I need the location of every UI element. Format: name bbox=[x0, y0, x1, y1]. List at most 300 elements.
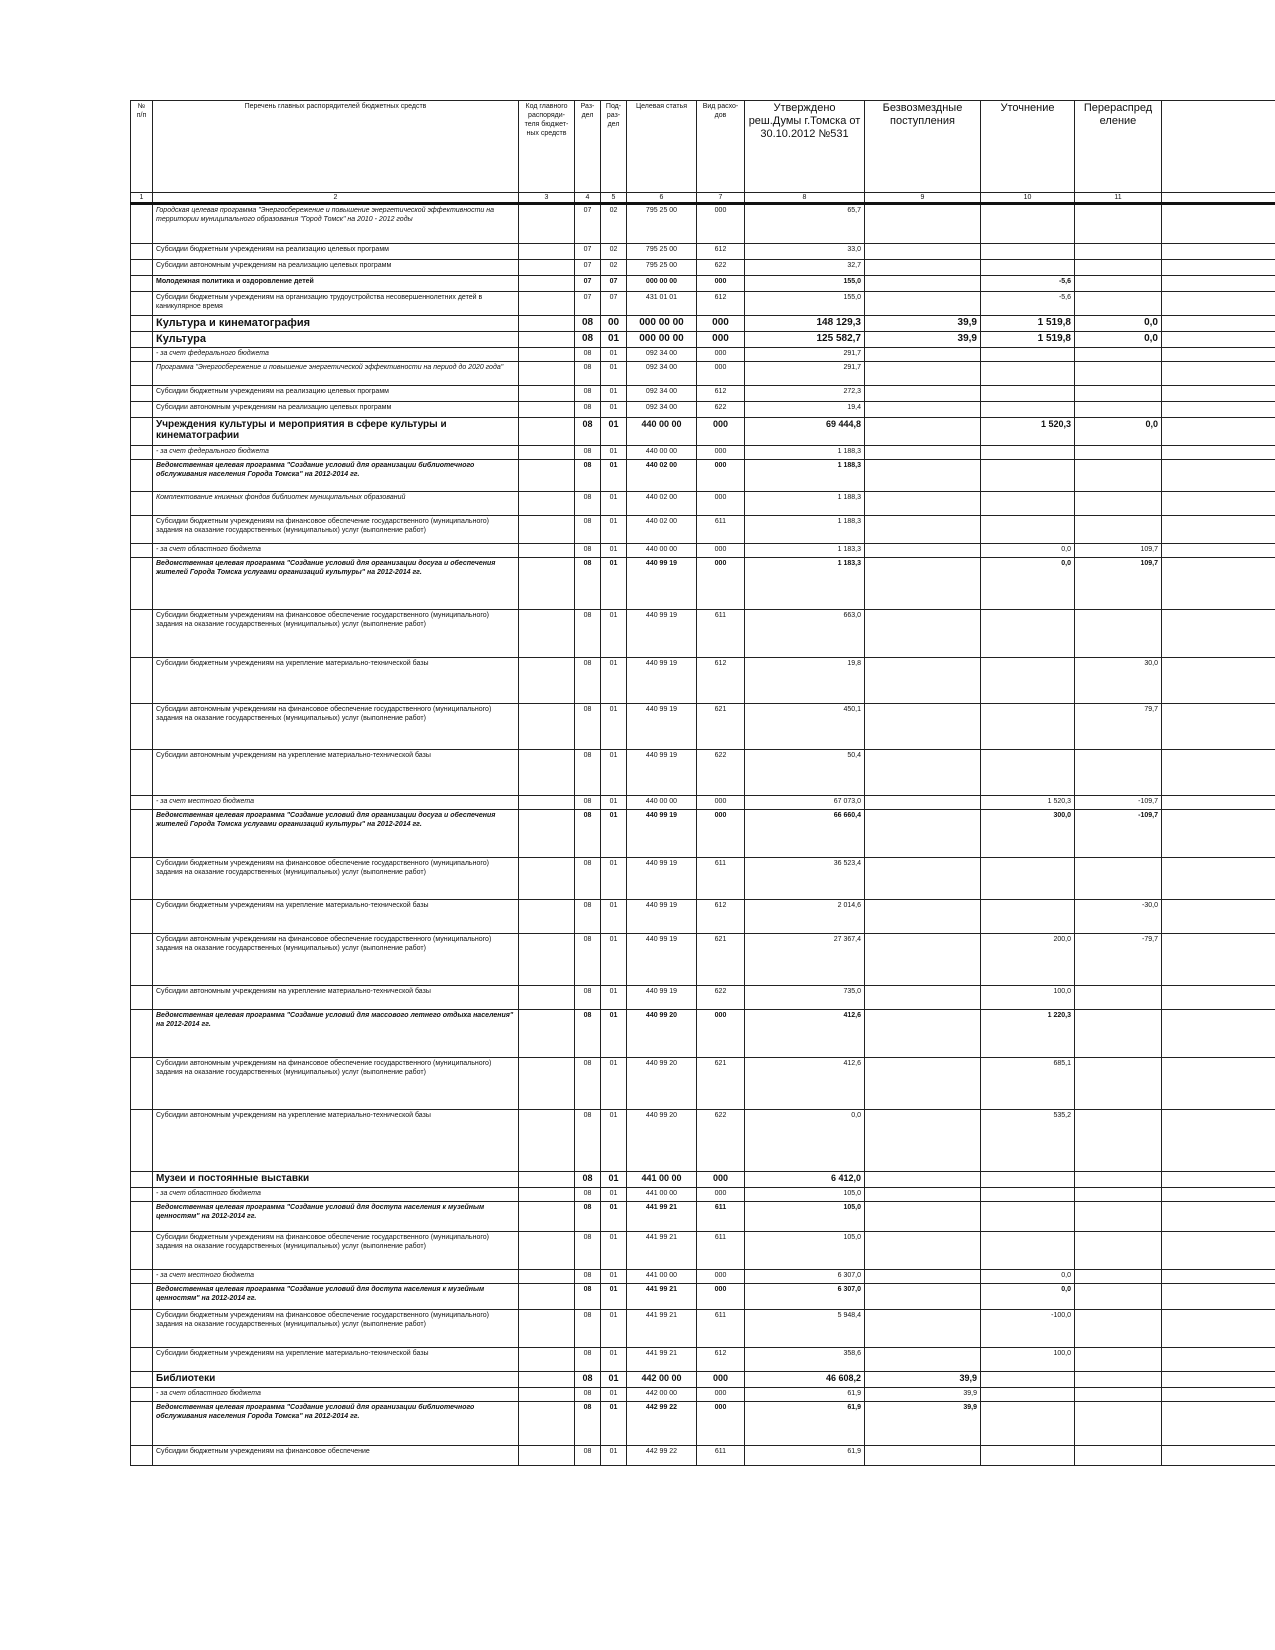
row-redistribution bbox=[1075, 1348, 1162, 1372]
row-number bbox=[131, 544, 153, 558]
row-target-article: 440 99 19 bbox=[627, 900, 697, 934]
row-razdel: 08 bbox=[575, 1188, 601, 1202]
row-description: Субсидии бюджетным учреждениям на финансовое обеспечение государственного (муниципального) задания на оказание государственных (муниципальных) услуг (выполнение работ) bbox=[153, 1232, 519, 1270]
row-podrazdel: 01 bbox=[601, 1058, 627, 1110]
row-description: Ведомственная целевая программа "Создание условий для организации библиотечного обслуживания населения Города Томска" на 2012-2014 гг. bbox=[153, 1402, 519, 1446]
row-podrazdel: 01 bbox=[601, 1372, 627, 1388]
row-target-article: 441 99 21 bbox=[627, 1202, 697, 1232]
row-clarification: 1 520,3 bbox=[981, 796, 1075, 810]
row-grants bbox=[865, 276, 981, 292]
row-number bbox=[131, 934, 153, 986]
row-description: Субсидии автономным учреждениям на реализацию целевых программ bbox=[153, 260, 519, 276]
row-description: Культура bbox=[153, 332, 519, 348]
row-target-article: 000 00 00 bbox=[627, 316, 697, 332]
row-podrazdel: 01 bbox=[601, 750, 627, 796]
row-razdel: 08 bbox=[575, 460, 601, 492]
row-razdel: 07 bbox=[575, 244, 601, 260]
row-expense-type: 611 bbox=[697, 858, 745, 900]
row-extra bbox=[1162, 1372, 1275, 1388]
row-target-article: 440 99 19 bbox=[627, 858, 697, 900]
row-grbs-code bbox=[519, 1446, 575, 1466]
table-row bbox=[131, 1188, 1275, 1202]
row-extra bbox=[1162, 986, 1275, 1010]
row-number bbox=[131, 1232, 153, 1270]
row-number bbox=[131, 418, 153, 446]
row-expense-type: 000 bbox=[697, 362, 745, 386]
row-description: Субсидии автономным учреждениям на укрепление материально-технической базы bbox=[153, 986, 519, 1010]
row-redistribution bbox=[1075, 1402, 1162, 1446]
row-target-article: 441 99 21 bbox=[627, 1232, 697, 1270]
header-razdel: Раз-дел bbox=[575, 101, 601, 193]
row-target-article: 440 99 19 bbox=[627, 810, 697, 858]
row-extra bbox=[1162, 316, 1275, 332]
row-description: Субсидии автономным учреждениям на финансовое обеспечение государственного (муниципального) задания на оказание государственных (муниципальных) услуг (выполнение работ) bbox=[153, 934, 519, 986]
row-redistribution bbox=[1075, 750, 1162, 796]
row-grbs-code bbox=[519, 1202, 575, 1232]
row-redistribution bbox=[1075, 1388, 1162, 1402]
row-clarification bbox=[981, 244, 1075, 260]
row-grbs-code bbox=[519, 332, 575, 348]
row-podrazdel: 01 bbox=[601, 418, 627, 446]
row-redistribution bbox=[1075, 1446, 1162, 1466]
row-podrazdel: 01 bbox=[601, 1232, 627, 1270]
row-clarification bbox=[981, 858, 1075, 900]
row-approved: 450,1 bbox=[745, 704, 865, 750]
row-grants bbox=[865, 460, 981, 492]
row-grbs-code bbox=[519, 934, 575, 986]
row-grants bbox=[865, 704, 981, 750]
row-target-article: 795 25 00 bbox=[627, 260, 697, 276]
row-description: Молодежная политика и оздоровление детей bbox=[153, 276, 519, 292]
row-redistribution bbox=[1075, 986, 1162, 1010]
row-extra bbox=[1162, 1232, 1275, 1270]
table-row bbox=[131, 610, 1275, 658]
row-expense-type: 000 bbox=[697, 460, 745, 492]
row-number bbox=[131, 402, 153, 418]
col-num-4: 4 bbox=[575, 193, 601, 204]
row-grbs-code bbox=[519, 1110, 575, 1172]
row-podrazdel: 01 bbox=[601, 1284, 627, 1310]
row-number bbox=[131, 1110, 153, 1172]
row-clarification bbox=[981, 386, 1075, 402]
row-approved: 61,9 bbox=[745, 1446, 865, 1466]
row-grants: 39,9 bbox=[865, 1372, 981, 1388]
row-redistribution bbox=[1075, 362, 1162, 386]
header-grbs-code: Код главного распоряди-теля бюджет-ных средств bbox=[519, 101, 575, 193]
table-row bbox=[131, 1270, 1275, 1284]
row-extra bbox=[1162, 260, 1275, 276]
table-row bbox=[131, 460, 1275, 492]
row-podrazdel: 01 bbox=[601, 1348, 627, 1372]
row-grbs-code bbox=[519, 796, 575, 810]
row-redistribution bbox=[1075, 446, 1162, 460]
row-number bbox=[131, 316, 153, 332]
row-extra bbox=[1162, 750, 1275, 796]
table-row bbox=[131, 544, 1275, 558]
row-description: - за счет федерального бюджета bbox=[153, 446, 519, 460]
row-approved: 67 073,0 bbox=[745, 796, 865, 810]
row-expense-type: 611 bbox=[697, 1446, 745, 1466]
table-row bbox=[131, 244, 1275, 260]
row-clarification bbox=[981, 1188, 1075, 1202]
header-grants: Безвозмездные поступления bbox=[865, 101, 981, 193]
row-description: - за счет местного бюджета bbox=[153, 1270, 519, 1284]
row-expense-type: 000 bbox=[697, 204, 745, 244]
row-clarification bbox=[981, 492, 1075, 516]
row-grants bbox=[865, 1348, 981, 1372]
row-podrazdel: 02 bbox=[601, 260, 627, 276]
table-row bbox=[131, 704, 1275, 750]
budget-table-sheet bbox=[130, 100, 1275, 1466]
row-expense-type: 000 bbox=[697, 1010, 745, 1058]
row-number bbox=[131, 810, 153, 858]
table-row bbox=[131, 362, 1275, 386]
row-redistribution: 0,0 bbox=[1075, 316, 1162, 332]
row-clarification: 300,0 bbox=[981, 810, 1075, 858]
row-expense-type: 000 bbox=[697, 348, 745, 362]
row-clarification: 0,0 bbox=[981, 1284, 1075, 1310]
row-grbs-code bbox=[519, 316, 575, 332]
row-redistribution: 0,0 bbox=[1075, 332, 1162, 348]
row-grants bbox=[865, 292, 981, 316]
row-approved: 69 444,8 bbox=[745, 418, 865, 446]
row-grants bbox=[865, 1310, 981, 1348]
col-num-8: 8 bbox=[745, 193, 865, 204]
row-grants bbox=[865, 750, 981, 796]
row-grants bbox=[865, 362, 981, 386]
row-description: Музеи и постоянные выставки bbox=[153, 1172, 519, 1188]
row-description: Ведомственная целевая программа "Создание условий для организации досуга и обеспечения жителей Города Томска услугами организаций культуры" на 2012-2014 гг. bbox=[153, 810, 519, 858]
row-podrazdel: 01 bbox=[601, 986, 627, 1010]
row-grants bbox=[865, 1270, 981, 1284]
row-grbs-code bbox=[519, 446, 575, 460]
row-number bbox=[131, 1172, 153, 1188]
row-redistribution: 0,0 bbox=[1075, 418, 1162, 446]
row-description: Субсидии бюджетным учреждениям на укрепление материально-технической базы bbox=[153, 658, 519, 704]
row-approved: 19,4 bbox=[745, 402, 865, 418]
row-razdel: 08 bbox=[575, 1372, 601, 1388]
row-number bbox=[131, 292, 153, 316]
row-extra bbox=[1162, 362, 1275, 386]
row-target-article: 440 00 00 bbox=[627, 544, 697, 558]
table-row bbox=[131, 332, 1275, 348]
row-extra bbox=[1162, 1010, 1275, 1058]
row-target-article: 440 99 20 bbox=[627, 1058, 697, 1110]
row-grants bbox=[865, 1446, 981, 1466]
row-razdel: 08 bbox=[575, 1110, 601, 1172]
row-grants bbox=[865, 1172, 981, 1188]
row-approved: 1 188,3 bbox=[745, 446, 865, 460]
row-extra bbox=[1162, 386, 1275, 402]
row-podrazdel: 01 bbox=[601, 516, 627, 544]
row-number bbox=[131, 332, 153, 348]
row-razdel: 08 bbox=[575, 544, 601, 558]
row-expense-type: 000 bbox=[697, 544, 745, 558]
row-target-article: 441 99 21 bbox=[627, 1284, 697, 1310]
row-number bbox=[131, 204, 153, 244]
row-podrazdel: 00 bbox=[601, 316, 627, 332]
row-grbs-code bbox=[519, 1402, 575, 1446]
row-redistribution: 109,7 bbox=[1075, 544, 1162, 558]
row-clarification: 685,1 bbox=[981, 1058, 1075, 1110]
row-clarification bbox=[981, 362, 1075, 386]
row-description: Субсидии автономным учреждениям на финансовое обеспечение государственного (муниципального) задания на оказание государственных (муниципальных) услуг (выполнение работ) bbox=[153, 704, 519, 750]
row-expense-type: 611 bbox=[697, 1232, 745, 1270]
row-expense-type: 612 bbox=[697, 292, 745, 316]
row-expense-type: 622 bbox=[697, 986, 745, 1010]
header-expense-type: Вид расхо-дов bbox=[697, 101, 745, 193]
row-grbs-code bbox=[519, 402, 575, 418]
row-target-article: 440 00 00 bbox=[627, 796, 697, 810]
row-razdel: 07 bbox=[575, 204, 601, 244]
row-redistribution bbox=[1075, 610, 1162, 658]
row-expense-type: 622 bbox=[697, 750, 745, 796]
row-approved: 65,7 bbox=[745, 204, 865, 244]
row-number bbox=[131, 1348, 153, 1372]
row-description: - за счет областного бюджета bbox=[153, 544, 519, 558]
row-podrazdel: 01 bbox=[601, 332, 627, 348]
row-target-article: 442 99 22 bbox=[627, 1446, 697, 1466]
row-clarification bbox=[981, 704, 1075, 750]
row-description: Субсидии бюджетным учреждениям на реализацию целевых программ bbox=[153, 244, 519, 260]
row-grants bbox=[865, 900, 981, 934]
row-clarification: 1 519,8 bbox=[981, 316, 1075, 332]
row-clarification bbox=[981, 1202, 1075, 1232]
row-grbs-code bbox=[519, 544, 575, 558]
row-extra bbox=[1162, 1348, 1275, 1372]
row-razdel: 08 bbox=[575, 1010, 601, 1058]
row-redistribution bbox=[1075, 1202, 1162, 1232]
row-target-article: 440 00 00 bbox=[627, 446, 697, 460]
column-numbers-row bbox=[131, 193, 1275, 204]
row-description: Субсидии бюджетным учреждениям на финансовое обеспечение государственного (муниципального) задания на оказание государственных (муниципальных) услуг (выполнение работ) bbox=[153, 1310, 519, 1348]
row-podrazdel: 01 bbox=[601, 1446, 627, 1466]
row-description: Субсидии бюджетным учреждениям на финансовое обеспечение bbox=[153, 1446, 519, 1466]
row-number bbox=[131, 1284, 153, 1310]
row-podrazdel: 07 bbox=[601, 292, 627, 316]
row-clarification bbox=[981, 1402, 1075, 1446]
row-grants bbox=[865, 858, 981, 900]
row-redistribution: 109,7 bbox=[1075, 558, 1162, 610]
row-approved: 6 307,0 bbox=[745, 1284, 865, 1310]
row-redistribution: -109,7 bbox=[1075, 796, 1162, 810]
row-number bbox=[131, 276, 153, 292]
col-num-1: 1 bbox=[131, 193, 153, 204]
row-target-article: 440 99 19 bbox=[627, 558, 697, 610]
row-podrazdel: 02 bbox=[601, 204, 627, 244]
row-clarification bbox=[981, 260, 1075, 276]
row-description: Субсидии автономным учреждениям на реализацию целевых программ bbox=[153, 402, 519, 418]
row-clarification bbox=[981, 1232, 1075, 1270]
row-number bbox=[131, 460, 153, 492]
row-extra bbox=[1162, 1270, 1275, 1284]
row-grants: 39,9 bbox=[865, 332, 981, 348]
row-approved: 66 660,4 bbox=[745, 810, 865, 858]
row-redistribution bbox=[1075, 402, 1162, 418]
row-redistribution bbox=[1075, 348, 1162, 362]
table-row bbox=[131, 558, 1275, 610]
row-approved: 6 412,0 bbox=[745, 1172, 865, 1188]
row-grbs-code bbox=[519, 658, 575, 704]
row-extra bbox=[1162, 544, 1275, 558]
header-description: Перечень главных распорядителей бюджетных средств bbox=[153, 101, 519, 193]
row-redistribution: 79,7 bbox=[1075, 704, 1162, 750]
row-number bbox=[131, 704, 153, 750]
row-podrazdel: 01 bbox=[601, 796, 627, 810]
table-row bbox=[131, 796, 1275, 810]
table-row bbox=[131, 1446, 1275, 1466]
row-target-article: 442 00 00 bbox=[627, 1388, 697, 1402]
table-row bbox=[131, 1232, 1275, 1270]
row-redistribution bbox=[1075, 460, 1162, 492]
table-row bbox=[131, 292, 1275, 316]
row-description: - за счет федерального бюджета bbox=[153, 348, 519, 362]
row-grants bbox=[865, 1284, 981, 1310]
row-description: Ведомственная целевая программа "Создание условий для организации библиотечного обслуживания населения Города Томска" на 2012-2014 гг. bbox=[153, 460, 519, 492]
row-number bbox=[131, 610, 153, 658]
row-grants bbox=[865, 418, 981, 446]
table-row bbox=[131, 986, 1275, 1010]
table-row bbox=[131, 658, 1275, 704]
row-description: Городская целевая программа "Энергосбережение и повышение энергетической эффективности на территории муниципального образования "Город Томск" на 2010 - 2012 годы bbox=[153, 204, 519, 244]
row-grants bbox=[865, 204, 981, 244]
row-razdel: 08 bbox=[575, 1232, 601, 1270]
row-extra bbox=[1162, 704, 1275, 750]
row-description: Субсидии автономным учреждениям на укрепление материально-технической базы bbox=[153, 1110, 519, 1172]
row-extra bbox=[1162, 418, 1275, 446]
row-approved: 46 608,2 bbox=[745, 1372, 865, 1388]
row-razdel: 08 bbox=[575, 558, 601, 610]
table-row bbox=[131, 934, 1275, 986]
row-expense-type: 000 bbox=[697, 810, 745, 858]
row-grants bbox=[865, 658, 981, 704]
row-extra bbox=[1162, 900, 1275, 934]
header-clarification: Уточнение bbox=[981, 101, 1075, 193]
row-expense-type: 612 bbox=[697, 1348, 745, 1372]
row-grants bbox=[865, 544, 981, 558]
table-row bbox=[131, 900, 1275, 934]
row-number bbox=[131, 1310, 153, 1348]
row-target-article: 092 34 00 bbox=[627, 386, 697, 402]
row-razdel: 08 bbox=[575, 386, 601, 402]
row-clarification: 100,0 bbox=[981, 986, 1075, 1010]
row-redistribution bbox=[1075, 276, 1162, 292]
row-grbs-code bbox=[519, 1348, 575, 1372]
row-grants bbox=[865, 402, 981, 418]
row-target-article: 431 01 01 bbox=[627, 292, 697, 316]
row-target-article: 440 02 00 bbox=[627, 460, 697, 492]
row-podrazdel: 01 bbox=[601, 402, 627, 418]
row-podrazdel: 01 bbox=[601, 492, 627, 516]
row-grbs-code bbox=[519, 900, 575, 934]
row-description: Субсидии бюджетным учреждениям на организацию трудоустройства несовершеннолетних детей в каникулярное время bbox=[153, 292, 519, 316]
row-redistribution bbox=[1075, 260, 1162, 276]
row-expense-type: 000 bbox=[697, 1388, 745, 1402]
row-target-article: 441 00 00 bbox=[627, 1188, 697, 1202]
row-expense-type: 000 bbox=[697, 492, 745, 516]
row-number bbox=[131, 492, 153, 516]
row-extra bbox=[1162, 1310, 1275, 1348]
row-razdel: 08 bbox=[575, 492, 601, 516]
row-description: - за счет областного бюджета bbox=[153, 1188, 519, 1202]
row-approved: 155,0 bbox=[745, 276, 865, 292]
row-razdel: 08 bbox=[575, 1402, 601, 1446]
row-clarification bbox=[981, 1446, 1075, 1466]
row-grants bbox=[865, 516, 981, 544]
row-approved: 1 183,3 bbox=[745, 544, 865, 558]
row-approved: 272,3 bbox=[745, 386, 865, 402]
row-grbs-code bbox=[519, 1188, 575, 1202]
row-razdel: 08 bbox=[575, 362, 601, 386]
table-row bbox=[131, 1172, 1275, 1188]
table-row bbox=[131, 1110, 1275, 1172]
row-extra bbox=[1162, 1284, 1275, 1310]
row-grbs-code bbox=[519, 750, 575, 796]
row-razdel: 08 bbox=[575, 418, 601, 446]
row-number bbox=[131, 1446, 153, 1466]
row-approved: 19,8 bbox=[745, 658, 865, 704]
row-razdel: 08 bbox=[575, 1270, 601, 1284]
row-approved: 105,0 bbox=[745, 1188, 865, 1202]
row-expense-type: 611 bbox=[697, 610, 745, 658]
row-podrazdel: 01 bbox=[601, 934, 627, 986]
row-clarification: 1 519,8 bbox=[981, 332, 1075, 348]
row-approved: 1 188,3 bbox=[745, 516, 865, 544]
row-grants bbox=[865, 348, 981, 362]
row-grants bbox=[865, 1188, 981, 1202]
row-clarification bbox=[981, 348, 1075, 362]
row-description: - за счет областного бюджета bbox=[153, 1388, 519, 1402]
table-row bbox=[131, 1202, 1275, 1232]
table-row bbox=[131, 276, 1275, 292]
row-expense-type: 622 bbox=[697, 402, 745, 418]
row-description: Субсидии бюджетным учреждениям на финансовое обеспечение государственного (муниципального) задания на оказание государственных (муниципальных) услуг (выполнение работ) bbox=[153, 858, 519, 900]
row-approved: 412,6 bbox=[745, 1010, 865, 1058]
row-grants: 39,9 bbox=[865, 316, 981, 332]
row-description: Ведомственная целевая программа "Создание условий для доступа населения к музейным ценностям" на 2012-2014 гг. bbox=[153, 1202, 519, 1232]
row-number bbox=[131, 386, 153, 402]
row-grants bbox=[865, 1058, 981, 1110]
row-target-article: 795 25 00 bbox=[627, 204, 697, 244]
row-extra bbox=[1162, 332, 1275, 348]
row-podrazdel: 01 bbox=[601, 658, 627, 704]
row-number bbox=[131, 750, 153, 796]
row-grbs-code bbox=[519, 1010, 575, 1058]
row-number bbox=[131, 558, 153, 610]
row-number bbox=[131, 1202, 153, 1232]
row-target-article: 440 00 00 bbox=[627, 418, 697, 446]
row-approved: 0,0 bbox=[745, 1110, 865, 1172]
row-podrazdel: 01 bbox=[601, 1010, 627, 1058]
row-grbs-code bbox=[519, 1388, 575, 1402]
row-razdel: 08 bbox=[575, 1310, 601, 1348]
row-description: Учреждения культуры и мероприятия в сфере культуры и кинематографии bbox=[153, 418, 519, 446]
row-expense-type: 000 bbox=[697, 1270, 745, 1284]
row-extra bbox=[1162, 810, 1275, 858]
table-row bbox=[131, 492, 1275, 516]
table-row bbox=[131, 204, 1275, 244]
row-redistribution bbox=[1075, 244, 1162, 260]
row-redistribution: -30,0 bbox=[1075, 900, 1162, 934]
row-grbs-code bbox=[519, 260, 575, 276]
row-grants bbox=[865, 492, 981, 516]
row-approved: 5 948,4 bbox=[745, 1310, 865, 1348]
row-target-article: 092 34 00 bbox=[627, 362, 697, 386]
row-podrazdel: 01 bbox=[601, 1202, 627, 1232]
row-number bbox=[131, 796, 153, 810]
row-clarification: 0,0 bbox=[981, 544, 1075, 558]
row-target-article: 795 25 00 bbox=[627, 244, 697, 260]
